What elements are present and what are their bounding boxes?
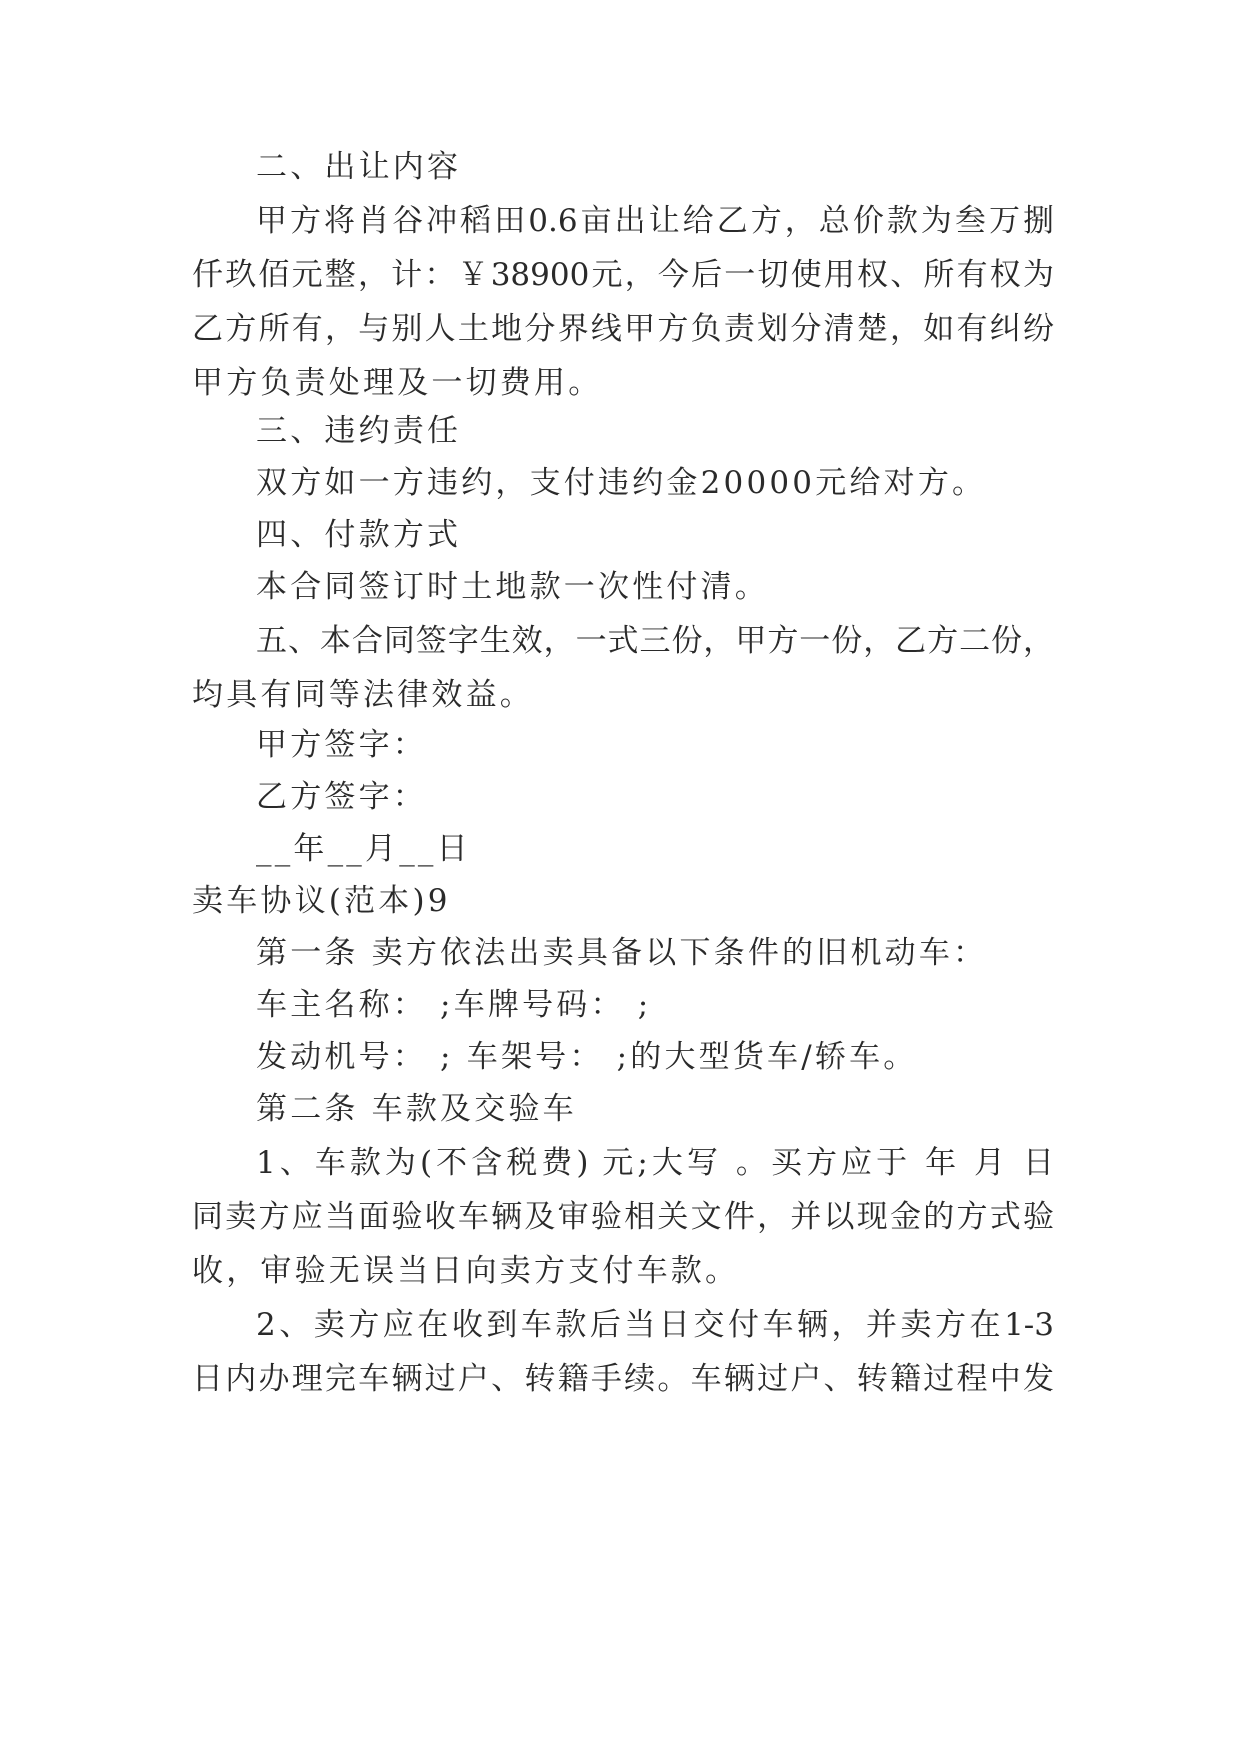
paragraph-line: 发动机号： ; 车架号： ;的大型货车/轿车。: [256, 1039, 918, 1075]
paragraph-line: 同卖方应当面验收车辆及审验相关文件，并以现金的方式验: [192, 1199, 1054, 1235]
paragraph-line: 仟玖佰元整，计：￥38900元，今后一切使用权、所有权为: [192, 257, 1054, 293]
paragraph-line: 乙方所有，与别人土地分界线甲方负责划分清楚，如有纠纷: [192, 311, 1054, 347]
signature-party-b: 乙方签字：: [256, 779, 427, 815]
signature-party-a: 甲方签字：: [256, 727, 427, 763]
paragraph-line: 车主名称： ;车牌号码： ;: [256, 987, 652, 1023]
paragraph-line: 1、车款为(不含税费) 元;大写 。买方应于 年 月 日: [256, 1145, 1054, 1181]
paragraph-line: 2、卖方应在收到车款后当日交付车辆，并卖方在1-3: [256, 1307, 1054, 1343]
paragraph-line: 甲方负责处理及一切费用。: [192, 365, 603, 401]
article-1: 第一条 卖方依法出卖具备以下条件的旧机动车：: [256, 935, 988, 971]
section-heading-breach-liability: 三、违约责任: [256, 413, 462, 449]
paragraph-line: 五、本合同签字生效，一式三份，甲方一份，乙方二份，: [256, 623, 1054, 659]
document-title: 卖车协议(范本)9: [192, 883, 451, 919]
paragraph-line: 双方如一方违约，支付违约金20000元给对方。: [256, 465, 987, 501]
section-heading-transfer-content: 二、出让内容: [256, 149, 462, 185]
paragraph-line: 本合同签订时土地款一次性付清。: [256, 569, 769, 605]
article-2: 第二条 车款及交验车: [256, 1091, 577, 1127]
paragraph-line: 日内办理完车辆过户、转籍手续。车辆过户、转籍过程中发: [192, 1361, 1054, 1397]
date-line: __年__月__日: [256, 831, 471, 867]
section-heading-payment-method: 四、付款方式: [256, 517, 462, 553]
paragraph-line: 均具有同等法律效益。: [192, 677, 534, 713]
paragraph-line: 收，审验无误当日向卖方支付车款。: [192, 1253, 740, 1289]
paragraph-line: 甲方将肖谷冲稻田0.6亩出让给乙方，总价款为叁万捌: [256, 203, 1054, 239]
